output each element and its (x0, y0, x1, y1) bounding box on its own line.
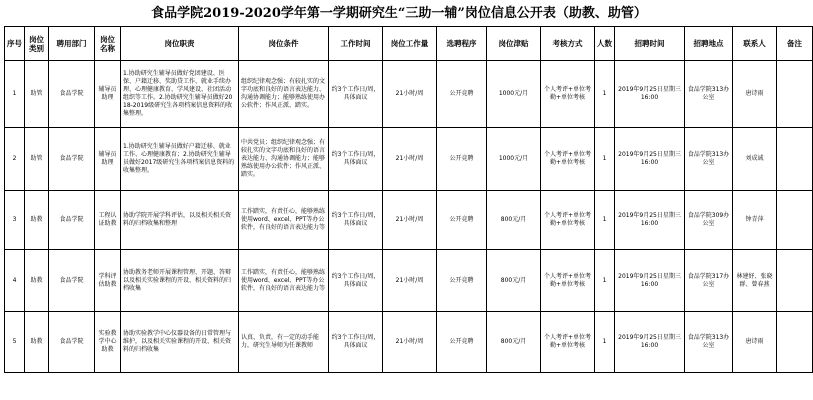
column-header: 工作时间 (329, 27, 383, 61)
cell-post: 实验教学中心助教 (95, 312, 121, 373)
column-header: 岗位名称 (95, 27, 121, 61)
cell-count: 1 (595, 312, 615, 373)
cell-assessment: 个人考评+单位考勤+单位考核 (541, 191, 595, 250)
cell-contact: 林建妤、张晓群、曾春燕 (733, 250, 777, 312)
cell-time: 约3个工作日/周，具体面议 (329, 128, 383, 191)
cell-count: 1 (595, 128, 615, 191)
column-header: 聘用部门 (49, 27, 95, 61)
column-header: 人数 (595, 27, 615, 61)
cell-category: 助管 (25, 61, 49, 128)
cell-procedure: 公开竞聘 (437, 128, 487, 191)
column-header: 联系人 (733, 27, 777, 61)
cell-category: 助教 (25, 312, 49, 373)
table-row (5, 191, 813, 250)
column-header: 岗位类别 (25, 27, 49, 61)
cell-time: 约3个工作日/周，具体面议 (329, 312, 383, 373)
cell-workload: 21小时/周 (383, 61, 437, 128)
cell-place: 食品学院313办公室 (685, 61, 733, 128)
column-header: 选聘程序 (437, 27, 487, 61)
position-table (4, 26, 813, 373)
cell-count: 1 (595, 191, 615, 250)
cell-workload: 21小时/周 (383, 191, 437, 250)
cell-post: 学科评估助教 (95, 250, 121, 312)
column-header: 招聘地点 (685, 27, 733, 61)
cell-contact: 唐诗雨 (733, 312, 777, 373)
cell-count: 1 (595, 250, 615, 312)
cell-count: 1 (595, 61, 615, 128)
column-header: 备注 (777, 27, 813, 61)
cell-duties: 协助教务老师开展课程管理、开题、答辩以及相关实验课程的开设、相关资料的归档收集 (121, 250, 239, 312)
cell-recruit-time: 2019年9月25日星期三16:00 (615, 312, 685, 373)
cell-recruit-time: 2019年9月25日星期三16:00 (615, 61, 685, 128)
cell-workload: 21小时/周 (383, 250, 437, 312)
cell-conditions: 中共党员；组织纪律观念强；有较扎实的文字功底和良好的语言表达能力、沟通协调能力；能够熟练使用办公软件；作风正派、踏实。 (239, 128, 329, 191)
cell-dept: 食品学院 (49, 128, 95, 191)
cell-assessment: 个人考评+单位考勤+单位考核 (541, 61, 595, 128)
cell-note (777, 61, 813, 128)
cell-contact: 钟青萍 (733, 191, 777, 250)
cell-procedure: 公开竞聘 (437, 61, 487, 128)
cell-recruit-time: 2019年9月25日星期三16:00 (615, 128, 685, 191)
cell-procedure: 公开竞聘 (437, 312, 487, 373)
cell-conditions: 组织纪律观念强；有较扎实的文字功底和良好的语言表达能力、沟通协调能力；能够熟练使用办公软件；作风正派、踏实。 (239, 61, 329, 128)
cell-workload: 21小时/周 (383, 312, 437, 373)
cell-time: 约3个工作日/周，具体面议 (329, 61, 383, 128)
table-row (5, 128, 813, 191)
document-title: 食品学院2019-2020学年第一学期研究生“三助一辅”岗位信息公开表（助教、助管） (151, 6, 647, 21)
cell-place: 食品学院313办公室 (685, 128, 733, 191)
cell-recruit-time: 2019年9月25日星期三16:00 (615, 191, 685, 250)
table-row (5, 250, 813, 312)
cell-no: 5 (5, 312, 25, 373)
cell-workload: 21小时/周 (383, 128, 437, 191)
cell-conditions: 工作踏实，有责任心，能够熟练使用word、excel、PPT等办公软件，有良好的语言表达能力等 (239, 191, 329, 250)
cell-no: 1 (5, 61, 25, 128)
column-header: 岗位工作量 (383, 27, 437, 61)
cell-duties: 协助实验教学中心仪器设备的日常管理与维护，以及相关实验课程的开设、相关资料的归档收集 (121, 312, 239, 373)
cell-pay: 800元/月 (487, 191, 541, 250)
column-header: 考核方式 (541, 27, 595, 61)
cell-post: 辅导员助理 (95, 128, 121, 191)
cell-post: 工程认证助教 (95, 191, 121, 250)
cell-duties: 1.协助研究生辅导员做好户籍迁移、就业工作、心理健康教育；2.协助研究生辅导员做好2017级研究生各项档案信息资料的收集整理。 (121, 128, 239, 191)
cell-pay: 1000元/月 (487, 61, 541, 128)
cell-note (777, 312, 813, 373)
cell-assessment: 个人考评+单位考勤+单位考核 (541, 312, 595, 373)
cell-place: 食品学院317办公室 (685, 250, 733, 312)
cell-procedure: 公开竞聘 (437, 250, 487, 312)
cell-place: 食品学院309办公室 (685, 191, 733, 250)
column-header: 序号 (5, 27, 25, 61)
table-row (5, 61, 813, 128)
cell-assessment: 个人考评+单位考勤+单位考核 (541, 128, 595, 191)
cell-dept: 食品学院 (49, 312, 95, 373)
cell-recruit-time: 2019年9月25日星期三16:00 (615, 250, 685, 312)
cell-duties: 1.协助研究生辅导员做好党团建设、医保、户籍迁移、奖助贷工作、就业手续办理、心理健康教育、学风建设、社团活动组织等工作。2.协助研究生辅导员做好2018-2019级研究生各项档案信息资料的收集整理。 (121, 61, 239, 128)
column-header: 岗位条件 (239, 27, 329, 61)
cell-time: 约3个工作日/周，具体面议 (329, 191, 383, 250)
cell-category: 助教 (25, 250, 49, 312)
cell-dept: 食品学院 (49, 61, 95, 128)
cell-duties: 协助学院开展学科评估，以及相关相关资料的归档收集和整理 (121, 191, 239, 250)
cell-no: 2 (5, 128, 25, 191)
cell-post: 辅导员助理 (95, 61, 121, 128)
table-row (5, 312, 813, 373)
cell-pay: 1000元/月 (487, 128, 541, 191)
cell-procedure: 公开竞聘 (437, 191, 487, 250)
column-header: 岗位职责 (121, 27, 239, 61)
cell-conditions: 工作踏实，有责任心，能够熟练使用word、excel、PPT等办公软件，有良好的语言表达能力等 (239, 250, 329, 312)
cell-pay: 800元/月 (487, 312, 541, 373)
cell-no: 3 (5, 191, 25, 250)
cell-category: 助教 (25, 191, 49, 250)
cell-category: 助管 (25, 128, 49, 191)
cell-no: 4 (5, 250, 25, 312)
cell-note (777, 250, 813, 312)
header-row (5, 27, 813, 61)
cell-note (777, 191, 813, 250)
cell-place: 食品学院313办公室 (685, 312, 733, 373)
cell-time: 约3个工作日/周，具体面议 (329, 250, 383, 312)
cell-contact: 刘成诚 (733, 128, 777, 191)
cell-assessment: 个人考评+单位考勤+单位考核 (541, 250, 595, 312)
cell-pay: 800元/月 (487, 250, 541, 312)
column-header: 招聘时间 (615, 27, 685, 61)
cell-conditions: 认真、负责，有一定的动手能力，研究生导师为任课教师 (239, 312, 329, 373)
cell-contact: 唐诗雨 (733, 61, 777, 128)
cell-dept: 食品学院 (49, 250, 95, 312)
column-header: 岗位津贴 (487, 27, 541, 61)
cell-note (777, 128, 813, 191)
cell-dept: 食品学院 (49, 191, 95, 250)
